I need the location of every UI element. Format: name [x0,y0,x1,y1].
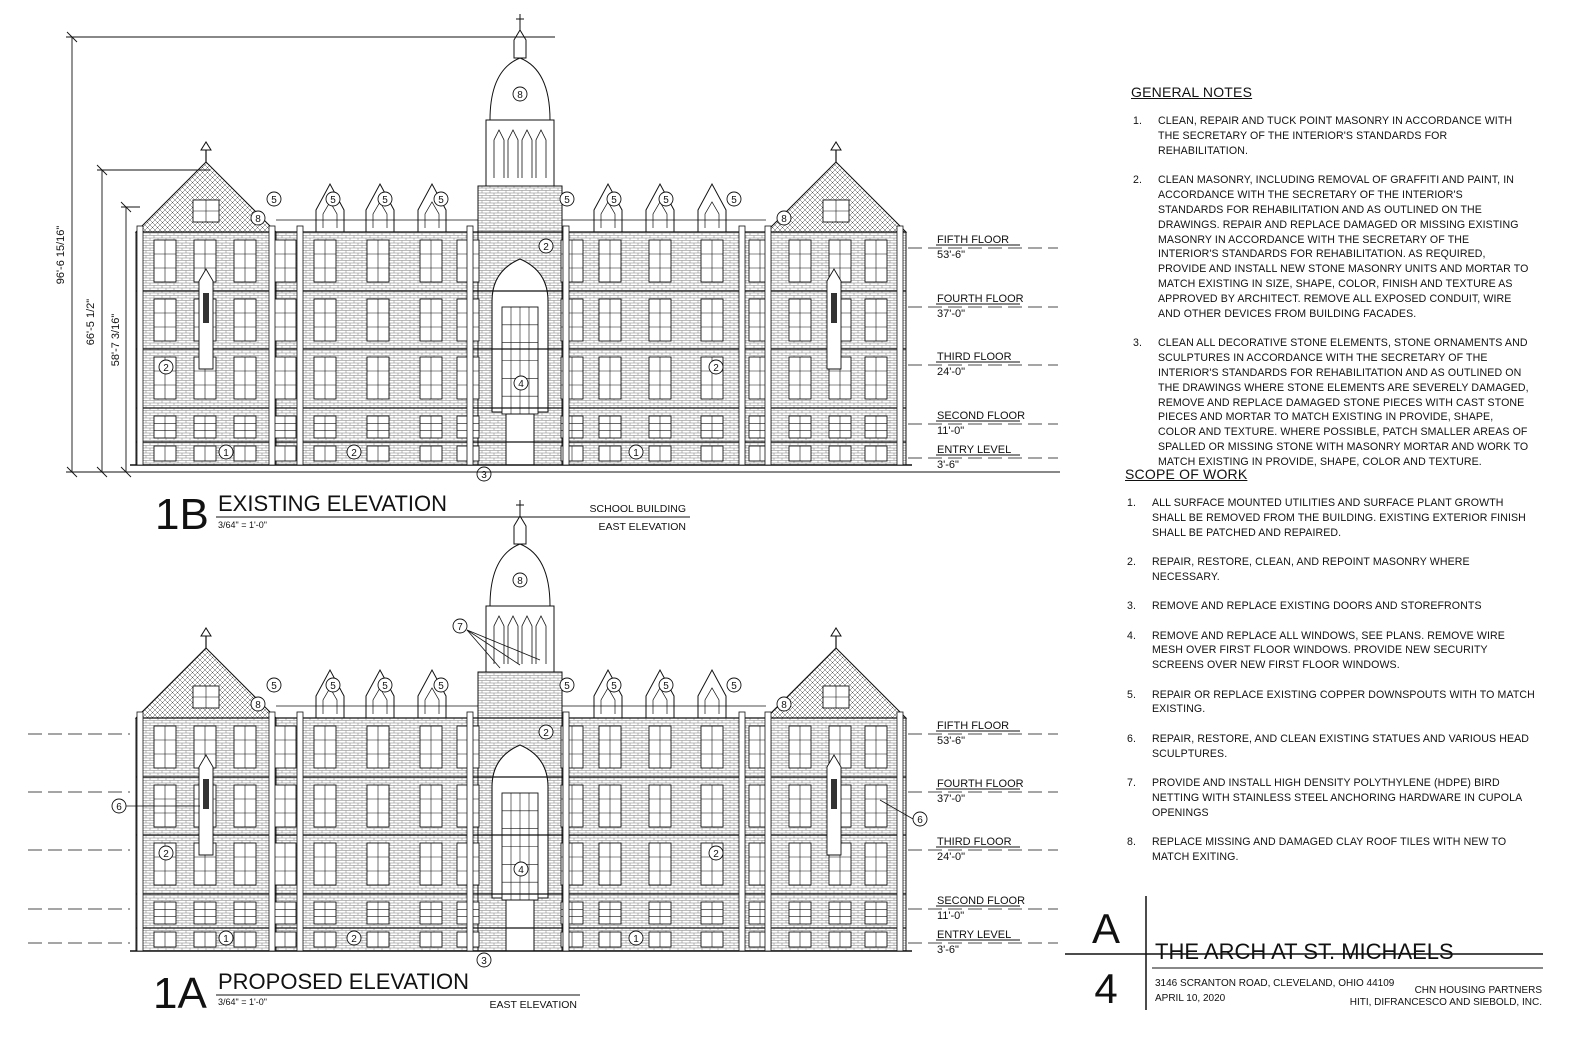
level-label: THIRD FLOOR [937,351,1012,363]
keynote-tag [913,812,927,826]
svg-text:8: 8 [781,214,787,225]
general-note-item: 2. CLEAN MASONRY, INCLUDING REMOVAL OF GRAFFITI AND PAINT, IN ACCORDANCE WITH THE SECRETARY OF THE INTERIOR'S STANDARDS FOR REHABILITATION AND AS OUTLINED ON THE DRAWINGS. REPAIR AND REPLACE DAMAGED OR MISSING EXISTING MASONRY IN ACCORDANCE WITH THE SECRETARY OF THE INTERIOR'S STANDARDS FOR REHABILITATION. AS REQUIRED, PROVIDE AND INSTALL NEW STONE MASONRY UNITS AND MORTAR TO MATCH EXISTING IN SIZE, SHAPE, COLOR, FINISH AND TEXTURE AS APPROVED BY ARCHITECT. REMOVE ALL EXPOSED CONDUIT, WIRE AND OTHER DEVICES FROM BUILDING FACADES. [1133,174,1529,320]
keynote-tag [513,87,527,101]
statue [203,293,209,323]
general-notes [1131,84,1531,485]
svg-text:2: 2 [713,363,719,374]
svg-text:8: 8 [781,700,787,711]
elevation-scale: 3/64" = 1'-0" [218,997,267,1007]
svg-text:4: 4 [518,379,524,390]
keynote-tag [267,192,281,206]
svg-text:5: 5 [564,195,570,206]
keynote-tag [219,931,233,945]
keynote-tag [777,211,791,225]
keynote-tag [326,192,340,206]
pier [765,712,771,951]
overall-height-dimension: 96'-6 15/16" [55,225,67,285]
scope-item: 4. REMOVE AND REPLACE ALL WINDOWS, SEE PLANS. REMOVE WIRE MESH OVER FIRST FLOOR WINDOWS. PROVIDE NEW SECURITY SCREENS OVER NEW FIRST FLOOR WINDOWS. [1127,629,1505,672]
elevation-id: 1A [153,969,207,1018]
elevation-caption: EAST ELEVATION [489,999,577,1011]
level-height: 3'-6" [937,944,959,956]
pier [739,226,745,465]
keynote-tag [659,678,673,692]
project-date: APRIL 10, 2020 [1155,993,1226,1004]
pier [467,712,473,951]
svg-text:5: 5 [330,681,336,692]
level-height: 11'-0" [937,425,965,437]
scope-item: 1. ALL SURFACE MOUNTED UTILITIES AND SURFACE PLANT GROWTH SHALL BE REMOVED FROM THE BUILDING. EXISTING EXTERIOR FINISH SHALL BE PATCHED AND REPAIRED. [1127,497,1526,539]
svg-text:1: 1 [223,934,229,945]
pier [897,712,903,951]
sheet-letter: A [1091,905,1121,952]
svg-text:5: 5 [564,681,570,692]
level-label: FIFTH FLOOR [937,234,1010,246]
svg-text:4: 4 [518,865,524,876]
level-label: SECOND FLOOR [937,895,1026,907]
svg-text:1: 1 [633,934,639,945]
statue [203,779,209,809]
keynote-tag [378,192,392,206]
proposed-elevation-drawing [112,500,927,967]
keynote-tag [477,467,491,481]
pier [269,712,275,951]
parapet-height-dimension: 58'-7 3/16" [110,313,122,367]
pier [897,226,903,465]
keynote-tag [112,799,126,813]
level-label: FOURTH FLOOR [937,778,1024,790]
project-address: 3146 SCRANTON ROAD, CLEVELAND, OHIO 44109 [1155,978,1395,989]
level-height: 53'-6" [937,249,966,261]
svg-text:5: 5 [663,681,669,692]
pier [467,226,473,465]
elevation-caption: EAST ELEVATION [598,521,686,533]
keynote-tag [453,619,467,633]
keynote-tag [347,931,361,945]
elevation-caption: SCHOOL BUILDING [589,503,686,515]
keynote-tag [347,445,361,459]
keynote-tag [514,862,528,876]
pier [563,712,569,951]
svg-text:3: 3 [481,470,487,481]
keynote-tag [514,376,528,390]
svg-text:8: 8 [517,90,523,101]
scope-item: 3. REMOVE AND REPLACE EXISTING DOORS AND STOREFRONTS [1127,600,1482,613]
keynote-tag [629,931,643,945]
level-label: ENTRY LEVEL [937,929,1012,941]
svg-text:1: 1 [223,448,229,459]
lantern [514,516,526,544]
keynote-tag [326,678,340,692]
svg-text:5: 5 [438,681,444,692]
svg-text:5: 5 [731,195,737,206]
keynote-tag [607,678,621,692]
svg-text:1: 1 [633,448,639,459]
elevation-title: PROPOSED ELEVATION [218,969,470,994]
pier [297,712,303,951]
svg-text:6: 6 [917,815,923,826]
level-height: 37'-0" [937,793,966,805]
keynote-tag [659,192,673,206]
general-notes-heading: GENERAL NOTES [1131,84,1253,100]
keynote-tag [727,678,741,692]
level-label: FOURTH FLOOR [937,293,1024,305]
level-label: FIFTH FLOOR [937,720,1010,732]
svg-text:2: 2 [543,242,549,253]
keynote-tag [560,678,574,692]
keynote-tag [727,192,741,206]
elevation-scale: 3/64" = 1'-0" [218,520,267,530]
svg-text:5: 5 [611,681,617,692]
level-label: ENTRY LEVEL [937,444,1012,456]
keynote-tag [560,192,574,206]
statue [831,293,837,323]
entry-door [506,900,534,951]
svg-text:7: 7 [457,622,463,633]
svg-text:8: 8 [517,576,523,587]
level-height: 53'-6" [937,735,966,747]
level-height: 37'-0" [937,308,966,320]
svg-text:5: 5 [611,195,617,206]
keynote-tag [434,192,448,206]
level-height: 11'-0" [937,910,965,922]
elevation-title-1b [155,490,690,539]
elevation-title-1a [153,969,580,1018]
pier [137,712,143,951]
scope-item: 2. REPAIR, RESTORE, CLEAN, AND REPOINT MASONRY WHERE NECESSARY. [1127,555,1470,583]
pier [137,226,143,465]
keynote-tag [434,678,448,692]
svg-text:5: 5 [382,195,388,206]
svg-text:2: 2 [351,934,357,945]
pier [765,226,771,465]
client-name: CHN HOUSING PARTNERS [1414,985,1542,996]
elevation-id: 1B [155,490,209,539]
keynote-tag [477,953,491,967]
svg-text:5: 5 [382,681,388,692]
project-title: THE ARCH AT ST. MICHAELS [1155,939,1454,964]
keynote-tag [539,239,553,253]
svg-text:2: 2 [163,363,169,374]
level-label: SECOND FLOOR [937,410,1026,422]
keynote-tag [219,445,233,459]
keynote-tag [159,360,173,374]
architect-name: HITI, DIFRANCESCO AND SIEBOLD, INC. [1349,997,1542,1008]
scope-of-work [1125,466,1535,879]
svg-text:2: 2 [713,849,719,860]
level-height: 24'-0" [937,851,966,863]
general-note-item: 3. CLEAN ALL DECORATIVE STONE ELEMENTS, STONE ORNAMENTS AND SCULPTURES IN ACCORDANCE WITH THE SECRETARY OF THE INTERIOR'S STANDARDS FOR REHABILITATION AND AS OUTLINED ON THE DRAWINGS WHERE STONE ELEMENTS ARE SEVERELY DAMAGED, REMOVE AND REPLACE DAMAGED STONE PIECES WITH CAST STONE PIECES AND MORTAR TO MATCH EXISTING IN PROVIDE, SHAPE, COLOR AND TEXTURE. WHERE POSSIBLE, PATCH SMALLER AREAS OF SPALLED OR MISSING STONE WITH MASONRY MORTAR AND WORK TO MATCH EXISTING IN PROVIDE, SHAPE, COLOR AND TEXTURE. [1133,337,1529,468]
scope-item: 5. REPAIR OR REPLACE EXISTING COPPER DOWNSPOUTS WITH TO MATCH EXISTING. [1127,688,1535,716]
keynote-tag [777,697,791,711]
keynote-tag [709,846,723,860]
svg-text:3: 3 [481,956,487,967]
general-note-item: 1. CLEAN, REPAIR AND TUCK POINT MASONRY IN ACCORDANCE WITH THE SECRETARY OF THE INTERIOR'S STANDARDS FOR REHABILITATION. [1133,115,1513,157]
entry-door [506,414,534,465]
svg-text:6: 6 [116,802,122,813]
sheet-number: 4 [1094,965,1118,1012]
svg-text:5: 5 [663,195,669,206]
keynote-tag [629,445,643,459]
scope-item: 7. PROVIDE AND INSTALL HIGH DENSITY POLYTHYLENE (HDPE) BIRD NETTING WITH STAINLESS STEEL ANCHORING HARDWARE IN CUPOLA OPENINGS [1127,776,1522,819]
existing-elevation-drawing [130,14,912,481]
keynote-tag [709,360,723,374]
pier [297,226,303,465]
pier [269,226,275,465]
elevation-title: EXISTING ELEVATION [218,491,448,516]
svg-text:5: 5 [731,681,737,692]
keynote-tag [607,192,621,206]
scope-item: 6. REPAIR, RESTORE, AND CLEAN EXISTING STATUES AND VARIOUS HEAD SCULPTURES. [1127,732,1530,760]
title-block [1065,896,1543,1012]
svg-text:5: 5 [271,195,277,206]
pier [563,226,569,465]
svg-text:5: 5 [271,681,277,692]
keynote-tag [251,211,265,225]
lantern [514,30,526,58]
svg-text:8: 8 [255,700,261,711]
keynote-tag [513,573,527,587]
scope-item: 8. REPLACE MISSING AND DAMAGED CLAY ROOF TILES WITH NEW TO MATCH EXITING. [1127,835,1507,863]
keynote-tag [159,846,173,860]
keynote-tag [378,678,392,692]
svg-text:2: 2 [351,448,357,459]
svg-text:2: 2 [163,849,169,860]
scope-of-work-heading: SCOPE OF WORK [1125,466,1248,482]
gable-height-dimension: 66'-5 1/2" [85,298,97,346]
pier [739,712,745,951]
level-height: 24'-0" [937,366,966,378]
level-label: THIRD FLOOR [937,836,1012,848]
keynote-tag [267,678,281,692]
svg-text:2: 2 [543,728,549,739]
svg-text:5: 5 [330,195,336,206]
level-height: 3'-6" [937,459,959,471]
svg-text:5: 5 [438,195,444,206]
statue [831,779,837,809]
keynote-tag [251,697,265,711]
level-markers-1b [908,234,1058,471]
keynote-tag [539,725,553,739]
svg-text:8: 8 [255,214,261,225]
